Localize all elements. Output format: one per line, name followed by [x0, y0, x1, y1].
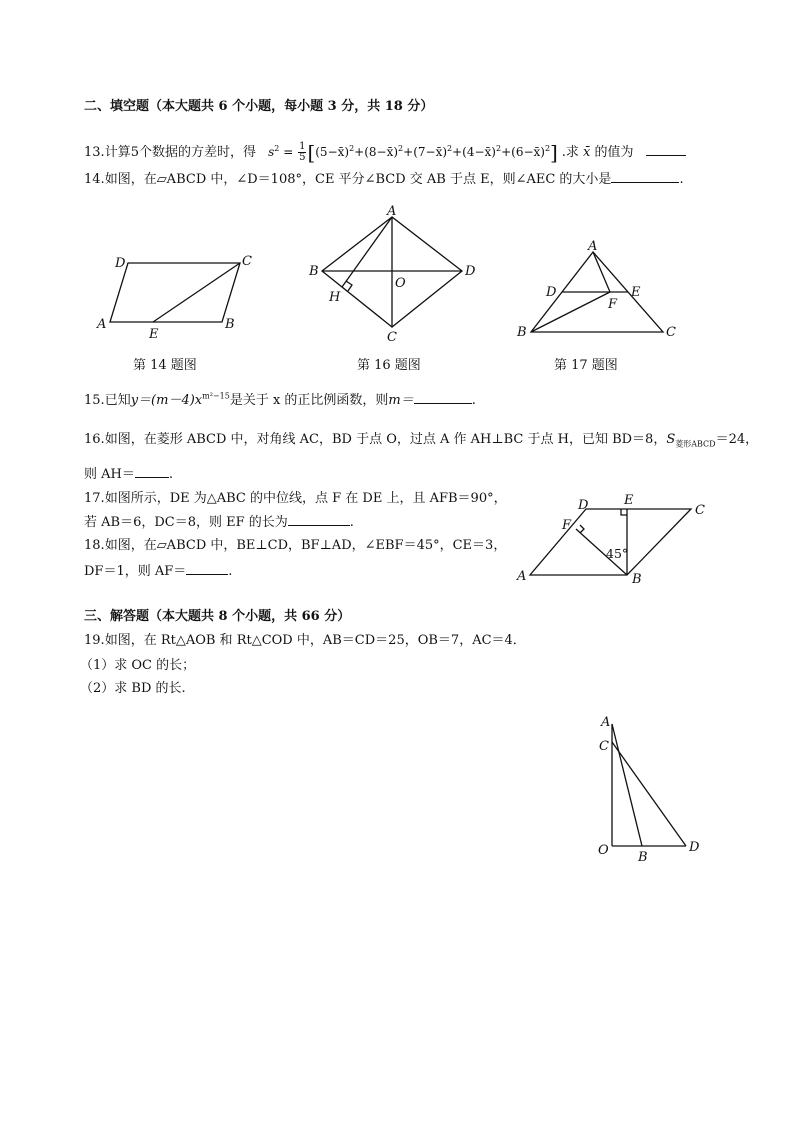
q16-s: S: [666, 432, 676, 447]
question-17-line2: 若 AB＝6，DC＝8，则 EF 的长为 .: [84, 515, 354, 530]
q18-line1: 如图，在▱ABCD 中，BE⊥CD，BF⊥AD，∠EBF＝45°，CE＝3，: [104, 538, 507, 553]
q19-text: 如图，在 Rt△AOB 和 Rt△COD 中，AB＝CD＝25，OB＝7，AC＝4．: [104, 633, 526, 648]
q15-text-a: 已知: [104, 393, 131, 408]
question-15: 15.已知$y=(m-4)x^{m^2-15}$是关于 x 的正比例函数，则m＝ .: [84, 391, 476, 408]
q16-s-value: ＝24，: [715, 432, 759, 447]
fig18-right-angle-f: [580, 525, 584, 533]
fig18-label-d: D: [578, 498, 589, 513]
fig19-label-b: B: [638, 850, 648, 865]
figure-16: [305, 203, 475, 343]
q13-xbar: x̄: [582, 145, 591, 160]
q17-line1: 如图所示，DE 为△ABC 的中位线，点 F 在 DE 上，且 AFB＝90°，: [104, 491, 507, 506]
q15-text-b: 是关于 x 的正比例函数，则: [229, 393, 389, 408]
fig18-label-45deg: 45°: [606, 546, 629, 561]
fig14-label-a: A: [97, 317, 107, 332]
q15-expr: y＝(m－4)x: [130, 393, 203, 408]
q13-text-c: 的值为: [594, 145, 634, 160]
fig18-label-b: B: [632, 572, 642, 587]
fig17-segment-af: [593, 252, 610, 292]
fig18-right-angle-e: [621, 509, 627, 515]
fig19-label-o: O: [598, 843, 609, 858]
figure-14: [95, 250, 265, 340]
q17-line2-text: 若 AB＝6，DC＝8，则 EF 的长为: [84, 515, 288, 530]
fig14-label-b: B: [225, 317, 235, 332]
q18-number: 18.: [84, 538, 105, 553]
fig17-label-d: D: [546, 285, 557, 300]
q13-fraction: $\frac{1}{5}$: [299, 141, 306, 163]
figure-19: [594, 712, 714, 865]
fig18-parallelogram: [530, 509, 691, 575]
q13-number: 13.: [84, 145, 105, 160]
figure-17: [515, 238, 685, 348]
fig18-label-c: C: [695, 503, 705, 518]
figure-17-caption: 第 17 题图: [554, 358, 618, 373]
fig17-label-f: F: [608, 297, 618, 312]
fig17-label-c: C: [666, 325, 676, 340]
q16-text: 如图，在菱形 ABCD 中，对角线 AC，BD 于点 O，过点 A 作 AH⊥BC 于点 H，已知 BD＝8，: [104, 432, 667, 447]
fig14-label-d: D: [115, 256, 126, 271]
q14-answer-blank: [611, 170, 679, 183]
q19-number: 19.: [84, 633, 105, 648]
fig16-label-b: B: [309, 264, 319, 279]
fig14-label-e: E: [149, 327, 159, 342]
q16-s-subscript: 菱形ABCD: [675, 439, 716, 449]
question-16: [84, 431, 758, 449]
q17-answer-blank: [288, 513, 350, 526]
q13-term-3: +(7−x̄): [403, 145, 448, 159]
question-13: [84, 142, 686, 163]
fig18-label-a: A: [517, 569, 527, 584]
q16-answer-blank: [135, 465, 169, 478]
figure-16-caption: 第 16 题图: [357, 358, 421, 373]
fig16-label-o: O: [395, 276, 406, 291]
fig16-altitude-ah: [342, 217, 392, 287]
question-14: 14.如图，在▱ABCD 中，∠D＝108°，CE 平分∠BCD 交 AB 于点 E，则∠AEC 的大小是 .: [84, 172, 684, 187]
fig16-label-d: D: [465, 264, 476, 279]
q15-number: 15.: [84, 393, 105, 408]
q14-text: 如图，在▱ABCD 中，∠D＝108°，CE 平分∠BCD 交 AB 于点 E，则∠AEC 的大小是: [104, 172, 612, 187]
fig14-label-c: C: [242, 254, 252, 269]
fig19-label-a: A: [601, 715, 611, 730]
fig16-label-h: H: [329, 290, 341, 305]
fig19-segment-ab: [612, 724, 642, 846]
fig16-label-c: C: [387, 330, 397, 345]
question-17: [84, 490, 507, 508]
q13-answer-blank: [646, 143, 686, 156]
fig17-label-a: A: [588, 239, 598, 254]
fig16-right-angle-mark: [346, 281, 352, 291]
q17-number: 17.: [84, 491, 105, 506]
q16-line2-text: 则 AH＝: [84, 467, 135, 482]
q13-term-1: (5−x̄): [315, 145, 350, 159]
fig17-label-e: E: [631, 285, 641, 300]
q13-term-2: +(8−x̄): [354, 145, 399, 159]
question-18-line2: DF＝1，则 AF＝ .: [84, 564, 233, 579]
fig19-label-c: C: [599, 739, 609, 754]
q18-answer-blank: [186, 562, 228, 575]
figure-18: [514, 495, 714, 585]
q13-term-4: +(4−x̄): [452, 145, 496, 159]
question-19: [84, 632, 526, 650]
fig17-label-b: B: [517, 325, 527, 340]
fig18-label-e: E: [624, 493, 634, 508]
q14-number: 14.: [84, 172, 105, 187]
q13-text-b: .求: [561, 145, 579, 160]
fig16-label-a: A: [387, 204, 397, 219]
fig14-parallelogram: [110, 263, 240, 322]
q13-term-5: +(6−x̄): [501, 145, 545, 159]
q15-exponent: m²−15: [202, 391, 230, 401]
q19-part-1: （1）求 OC 的长；: [80, 658, 196, 673]
fig18-label-f: F: [562, 518, 572, 533]
q13-s: s: [268, 145, 275, 159]
q13-formula: $s^2$ = $\frac{1}{5}$ [(5−x̄)$^2$+(8−x̄)$^2$+(7−x̄)$^2$+(4−x̄)$^2$+(6−x̄)$^2$]: [268, 140, 558, 165]
q15-answer-blank: [414, 391, 472, 404]
q16-number: 16.: [84, 432, 105, 447]
q15-m: m＝: [388, 393, 414, 408]
question-18: [84, 537, 506, 555]
section-3-title: 三、解答题（本大题共 8 个小题，共 66 分）: [84, 609, 351, 624]
q18-line2-text: DF＝1，则 AF＝: [84, 564, 187, 579]
question-16-line2: 则 AH＝ .: [84, 467, 173, 482]
q19-part-2: （2）求 BD 的长.: [80, 681, 186, 696]
fig17-segment-bf: [531, 292, 610, 332]
section-2-title: 二、填空题（本大题共 6 个小题，每小题 3 分，共 18 分）: [84, 99, 434, 114]
figure-14-caption: 第 14 题图: [133, 358, 197, 373]
fig14-segment-ce: [153, 263, 240, 322]
fig19-segment-cd: [612, 742, 686, 846]
fig19-label-d: D: [689, 840, 700, 855]
q13-text-a: 计算5个数据的方差时，得: [104, 145, 256, 160]
